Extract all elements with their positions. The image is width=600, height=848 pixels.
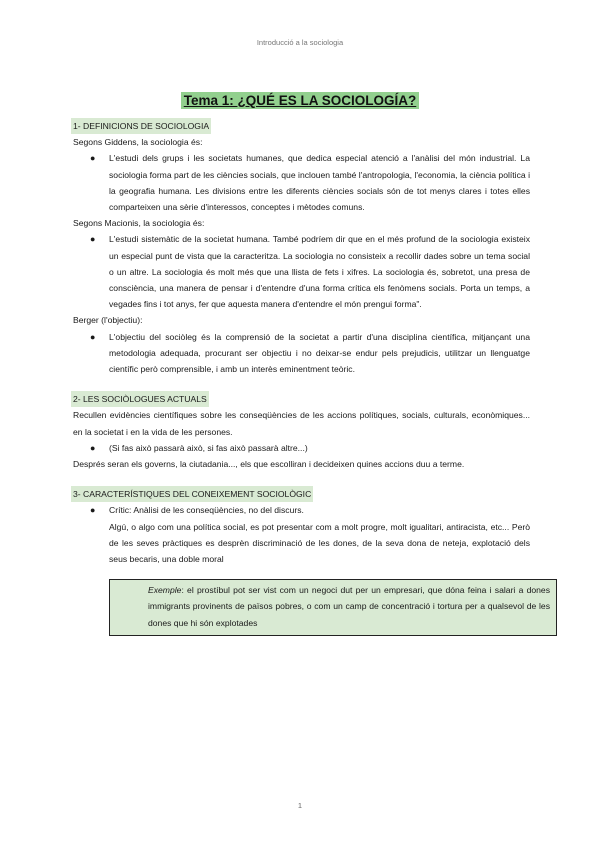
bullet-icon: ●	[90, 153, 96, 164]
giddens-intro: Segons Giddens, la sociologia és:	[73, 137, 203, 148]
berger-definition: L'objectiu del sociòleg és la comprensió de la societat a partir d'una disciplina científica, mitjançant una metodologia adequada, procurant ser objectiu i no deixar-se endur pels prejudicis, utilitzar un llenguatge científic però comprensible, i amb un interès eminentment teòric.	[109, 331, 530, 375]
page-header: Introducció a la sociologia	[256, 38, 344, 47]
list-item	[73, 502, 530, 518]
giddens-definition: L'estudi dels grups i les societats humanes, que dedica especial atenció a l'anàlisi del món industrial. La sociologia forma part de les ciències socials, que inclouen també l'antropologia, l'economia, la ciència política i la geografia humana. Les divisions entre les diferents ciències socials són de tot menys clares i totes elles comparteixen una sèrie d'interessos, conceptes i mètodes comuns.	[109, 153, 530, 213]
example-label: Exemple	[148, 585, 182, 596]
section-2	[73, 391, 530, 472]
macionis-definition: L'estudi sistemàtic de la societat humana. També podríem dir que en el més profund de la sociologia existeix un especial punt de vista que la caracteritza. La sociologia no consisteix a recollir dades sobre un tema social o un altre. La sociologia és molt més que una llista de fets i xifres. La sociologia és, sobretot, una presa de consciència, una manera de pensar i d'entendre d'una forma crítica els fenòmens socials. Porta un temps, a vegades fins i tot anys, fer que aquesta manera d'entendre el món prengui forma".	[109, 234, 530, 310]
example-box	[109, 579, 557, 636]
page-title: Tema 1: ¿QUÉ ES LA SOCIOLOGÍA?	[181, 92, 420, 109]
section-heading: 2- LES SOCIÒLOGUES ACTUALS	[71, 391, 209, 407]
title-wrapper	[0, 92, 600, 110]
list-item	[73, 440, 530, 456]
page-number: 1	[297, 801, 303, 810]
list-item	[73, 231, 530, 312]
document-body	[73, 118, 550, 636]
section-1	[73, 118, 530, 377]
bullet-icon: ●	[90, 505, 96, 516]
paragraph: Després seran els governs, la ciutadania..., els que escolliran i decideixen quines accions duu a terme.	[73, 459, 465, 470]
bullet-text: (Si fas això passarà això, si fas això passarà altre...)	[109, 442, 308, 453]
bullet-icon: ●	[90, 331, 96, 342]
berger-intro: Berger (l'objectiu):	[73, 315, 143, 326]
list-item	[73, 150, 530, 215]
paragraph: Recullen evidències científiques sobre les conseqüències de les accions polítiques, socials, culturals, econòmiques... en la societat i en la vida de les persones.	[73, 410, 530, 437]
paragraph: Algú, o algo com una política social, es pot presentar com a molt progre, molt igualitari, antiracista, etc... Però de les seves pràctiques es desprèn discriminació de les dones, de la seva dona de neteja, explotació dels seus becaris, una doble moral	[109, 521, 530, 565]
section-3	[73, 486, 550, 636]
bullet-icon: ●	[90, 234, 96, 245]
bullet-text: Crític: Anàlisi de les conseqüències, no del discurs.	[109, 505, 304, 516]
spacer	[73, 472, 530, 486]
spacer	[73, 377, 530, 391]
example-text: : el prostíbul pot ser vist com un negoci dut per un empresari, que dóna feina i salari a dones immigrants provinents de països pobres, o com un camp de concentració i tortura per a qualsevol de les dones que hi són explotades	[148, 585, 550, 628]
section-heading: 3- CARACTERÍSTIQUES DEL CONEIXEMENT SOCIOLÒGIC	[71, 486, 313, 502]
section-heading: 1- DEFINICIONS DE SOCIOLOGIA	[71, 118, 211, 134]
macionis-intro: Segons Macionis, la sociologia és:	[73, 218, 205, 229]
bullet-icon: ●	[90, 442, 96, 453]
list-item	[73, 329, 530, 378]
